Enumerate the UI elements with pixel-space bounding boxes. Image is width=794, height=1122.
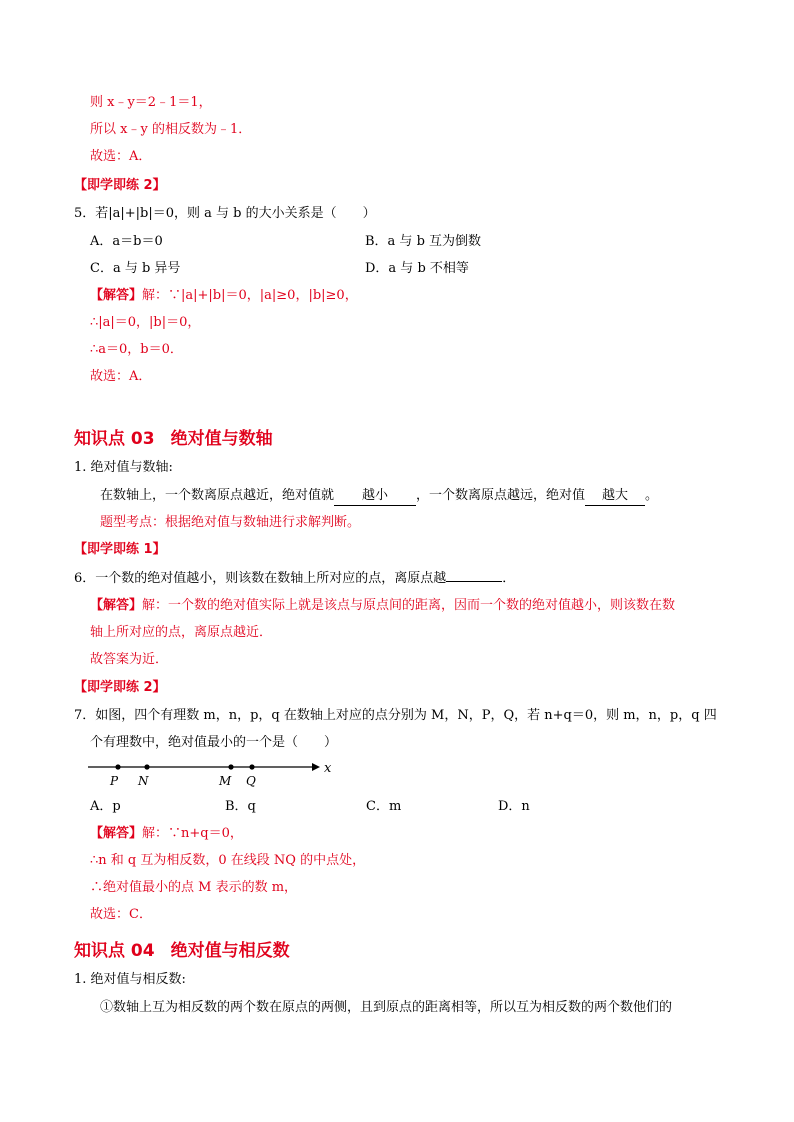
answer-text: 解：∵n+q＝0， xyxy=(142,826,243,841)
fill-blank xyxy=(446,569,502,582)
q5-answer-line: ∴a＝0，b＝0． xyxy=(90,342,183,357)
fill-blank: 越小 xyxy=(334,487,416,506)
statement-text: ，一个数离原点越远，绝对值 xyxy=(416,488,586,503)
q5-option-c: C．a 与 b 异号 xyxy=(90,261,181,276)
number-line-figure xyxy=(88,758,348,792)
kp03-item: 1. 绝对值与数轴: xyxy=(74,460,173,475)
q7-option-b: B．q xyxy=(225,799,256,814)
answer-tag: 【解答】 xyxy=(90,598,143,613)
q7-answer-line: 故选：C． xyxy=(90,907,152,922)
answer-text: 解：一个数的绝对值实际上就是该点与原点间的距离，因而一个数的绝对值越小，则该数在数 xyxy=(142,598,676,613)
q7-option-c: C．m xyxy=(366,799,402,814)
solution-line: 所以 x﹣y 的相反数为﹣1． xyxy=(90,122,252,137)
q7-answer-line xyxy=(90,825,243,843)
kp04-item: 1. 绝对值与相反数: xyxy=(74,972,186,987)
axis-arrow-icon xyxy=(312,763,320,771)
stem-text: ． xyxy=(502,571,516,586)
answer-tag: 【解答】 xyxy=(90,826,143,841)
point-n-label: N xyxy=(138,774,149,788)
question-6-stem xyxy=(74,569,515,588)
practice-label: 【即学即练 1】 xyxy=(74,542,166,557)
kp-number: 知识点 04 xyxy=(74,941,155,961)
kp03-statement xyxy=(100,487,658,506)
point-q-label: Q xyxy=(246,774,256,788)
point-p-label: P xyxy=(110,774,119,788)
q5-option-a: A．a＝b＝0 xyxy=(90,234,163,249)
point-m-dot xyxy=(228,764,233,769)
solution-line: 故选：A． xyxy=(90,149,152,164)
axis-label: x xyxy=(324,761,332,776)
statement-text: 在数轴上，一个数离原点越近，绝对值就 xyxy=(100,488,335,503)
q6-answer-line: 轴上所对应的点，离原点越近． xyxy=(90,625,273,640)
point-m-label: M xyxy=(219,774,232,788)
kp-number: 知识点 03 xyxy=(74,429,155,449)
knowledge-point-03-heading xyxy=(74,424,273,449)
question-7-stem: 个有理数中，绝对值最小的一个是（ ） xyxy=(90,735,338,750)
q5-answer-line: 故选：A． xyxy=(90,369,152,384)
question-7-stem: 7．如图，四个有理数 m，n，p，q 在数轴上对应的点分别为 M，N，P，Q，若 n+q＝0，则 m，n，p，q 四 xyxy=(74,708,717,723)
knowledge-point-04-heading xyxy=(74,936,290,961)
q7-option-a: A．p xyxy=(90,799,121,814)
practice-label: 【即学即练 2】 xyxy=(74,680,166,695)
kp-title: 绝对值与数轴 xyxy=(170,429,273,449)
answer-text: 解：∵|a|+|b|＝0，|a|≥0，|b|≥0， xyxy=(142,288,358,303)
fill-blank: 越大 xyxy=(585,487,645,506)
question-5-stem: 5．若|a|+|b|＝0，则 a 与 b 的大小关系是（ ） xyxy=(74,206,376,221)
q7-answer-line: ∴n 和 q 互为相反数，0 在线段 NQ 的中点处， xyxy=(90,853,366,868)
solution-line: 则 x﹣y＝2﹣1＝1， xyxy=(90,95,212,110)
q5-answer-line xyxy=(90,287,358,305)
kp03-hint: 题型考点：根据绝对值与数轴进行求解判断。 xyxy=(100,515,361,530)
q5-option-d: D．a 与 b 不相等 xyxy=(365,261,469,276)
q5-option-b: B．a 与 b 互为倒数 xyxy=(365,234,482,249)
stem-text: 6．一个数的绝对值越小，则该数在数轴上所对应的点，离原点越 xyxy=(74,571,447,586)
statement-text: 。 xyxy=(645,488,659,503)
q7-option-d: D．n xyxy=(498,799,530,814)
kp-title: 绝对值与相反数 xyxy=(170,941,290,961)
q6-answer-line: 故答案为近． xyxy=(90,652,169,667)
point-n-dot xyxy=(144,764,149,769)
q5-answer-line: ∴|a|＝0，|b|＝0， xyxy=(90,315,201,330)
q7-answer-line: ∴绝对值最小的点 M 表示的数 m， xyxy=(90,880,298,895)
q6-answer-line xyxy=(90,597,675,615)
point-q-dot xyxy=(249,764,254,769)
answer-tag: 【解答】 xyxy=(90,288,143,303)
kp04-statement: ①数轴上互为相反数的两个数在原点的两侧，且到原点的距离相等，所以互为相反数的两个数他们的 xyxy=(100,1000,673,1015)
point-p-dot xyxy=(115,764,120,769)
practice-label: 【即学即练 2】 xyxy=(74,178,166,193)
